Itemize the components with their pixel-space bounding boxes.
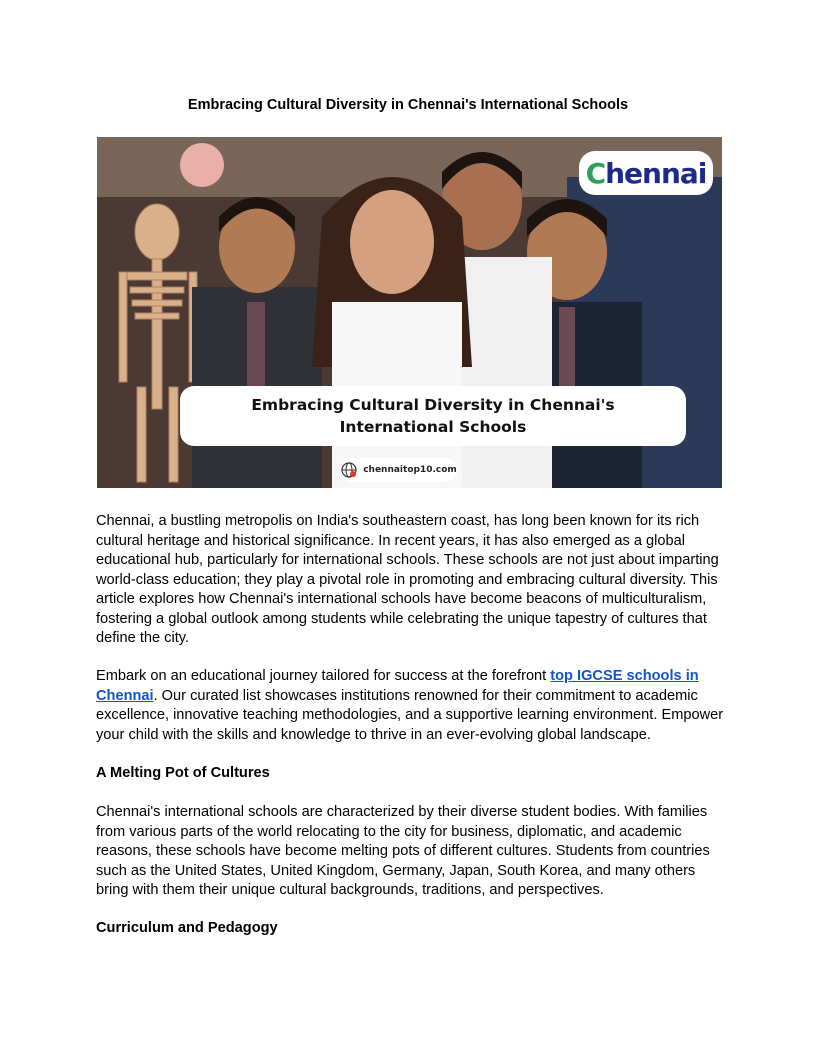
hero-overlay-title (180, 386, 686, 446)
heading-melting-pot: A Melting Pot of Cultures (96, 765, 270, 781)
igcse-schools-link[interactable]: top IGCSE schools in Chennai (96, 668, 699, 704)
globe-icon (341, 462, 357, 478)
journey-text-before: Embark on an educational journey tailored for success at the forefront (96, 668, 551, 684)
intro-paragraph: Chennai, a bustling metropolis on India's southeastern coast, has long been known for its rich cultural heritage and historical significance. In recent years, it has also emerged as a global educational hub, particularly for international schools. These schools are not just about imparting world-class education; they play a pivotal role in promoting and embracing cultural diversity. This article explores how Chennai's international schools have become beacons of multiculturalism, fostering a global outlook among students while celebrating the unique tapestry of cultures that define the city. (96, 513, 719, 646)
site-badge (341, 458, 457, 482)
journey-text-after: . Our curated list showcases institutions renowned for their commitment to academic excellence, innovative teaching methodologies, and a supportive learning environment. Empower your child with the skills and knowledge to thrive in an ever-evolving global landscape. (96, 687, 724, 743)
chennai-logo: C hennai (579, 151, 713, 195)
heading-curriculum: Curriculum and Pedagogy (96, 920, 278, 936)
melting-pot-paragraph: Chennai's international schools are characterized by their diverse student bodies. With families from various parts of the world relocating to the city for business, diplomatic, and academic reasons, these schools have become melting pots of different cultures. Students from countries such as the United States, United Kingdom, Germany, Japan, South Korea, and many others bring with them their unique cultural backgrounds, traditions, and perspectives. (96, 804, 710, 898)
site-url: chennaitop10.com (363, 465, 457, 475)
hero-overlay-title-text: Embracing Cultural Diversity in Chennai's International Schools (251, 396, 615, 436)
hero-image (97, 137, 722, 488)
document-title: Embracing Cultural Diversity in Chennai's International Schools (187, 97, 629, 113)
journey-paragraph (96, 667, 724, 745)
